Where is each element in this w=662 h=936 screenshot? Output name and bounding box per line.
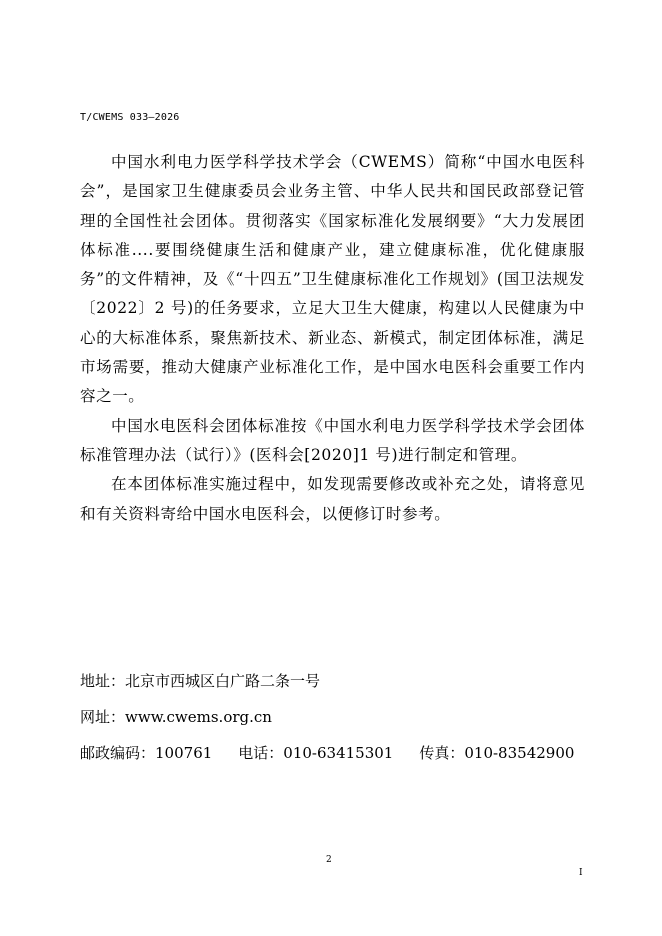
address-line bbox=[80, 672, 574, 691]
foreword-body bbox=[80, 148, 585, 529]
postcode-value: 100761 bbox=[155, 744, 213, 762]
phone-label: 电话： bbox=[238, 744, 284, 762]
paragraph-feedback: 在本团体标准实施过程中，如发现需要修改或补充之处，请将意见和有关资料寄给中国水电医科会，以便修订时参考。 bbox=[80, 475, 585, 523]
address-value: 北京市西城区白广路二条一号 bbox=[125, 672, 321, 690]
document-code: T/CWEMS 033—2026 bbox=[80, 112, 180, 123]
roman-page-number: I bbox=[579, 868, 583, 878]
website-line bbox=[80, 708, 574, 727]
paragraph-intro: 中国水利电力医学科学技术学会（CWEMS）简称“中国水电医科会”，是国家卫生健康委员会业务主管、中华人民共和国民政部登记管理的全国性社会团体。贯彻落实《国家标准化发展纲要》“大力发展团体标准....要围绕健康生活和健康产业，建立健康标准，优化健康服务”的文件精神，及《“十四五”卫生健康标准化工作规划》(国卫法规发〔2022〕2 号)的任务要求，立足大卫生大健康，构建以人民健康为中心的大标准体系，聚焦新技术、新业态、新模式，制定团体标准，满足市场需要，推动大健康产业标准化工作，是中国水电医科会重要工作内容之一。 bbox=[80, 153, 585, 406]
phone-value: 010-63415301 bbox=[283, 744, 394, 762]
phone-line bbox=[80, 744, 574, 763]
fax-label: 传真： bbox=[419, 744, 465, 762]
website-value: www.cwems.org.cn bbox=[125, 708, 272, 726]
contact-block bbox=[80, 672, 574, 763]
paragraph-management: 中国水电医科会团体标准按《中国水利电力医学科学技术学会团体标准管理办法（试行）》(医科会[2020]1 号)进行制定和管理。 bbox=[80, 416, 585, 464]
postcode-label: 邮政编码： bbox=[80, 744, 156, 762]
address-label: 地址： bbox=[80, 672, 126, 690]
page-number: 2 bbox=[326, 855, 332, 865]
fax-value: 010-83542900 bbox=[464, 744, 575, 762]
website-label: 网址： bbox=[80, 708, 126, 726]
